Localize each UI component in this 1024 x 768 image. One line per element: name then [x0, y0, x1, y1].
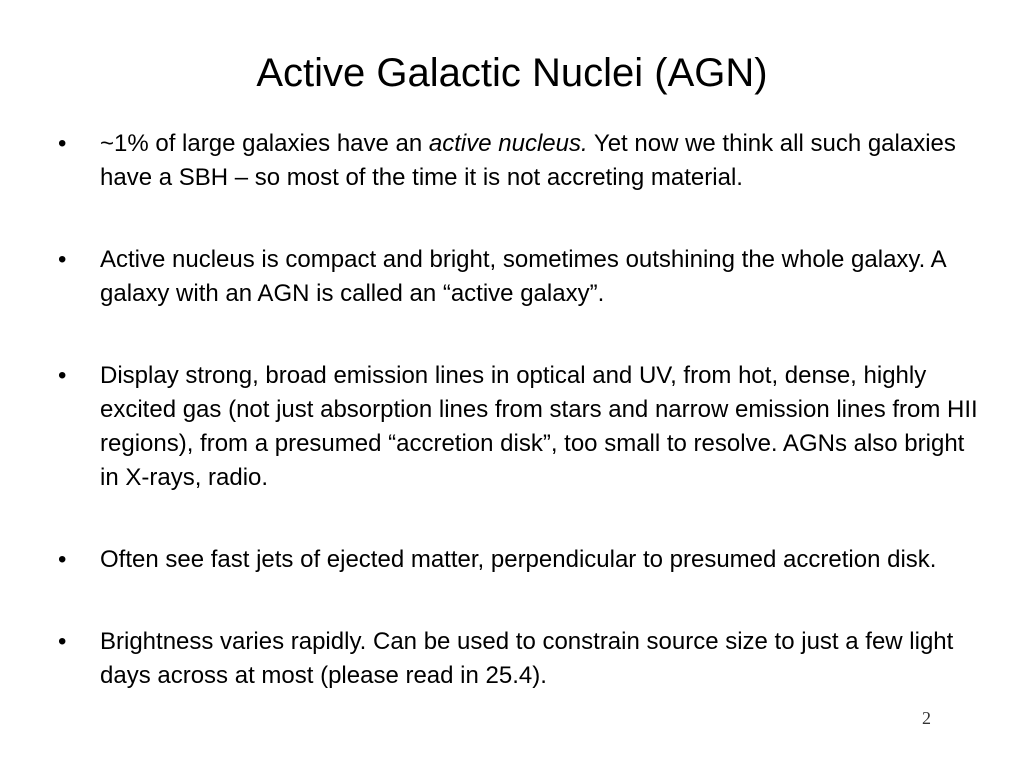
bullet-marker: •: [58, 362, 67, 389]
bullet-text-4: Often see fast jets of ejected matter, perpendicular to presumed accretion disk.: [100, 546, 937, 573]
bullet-marker: •: [58, 546, 67, 573]
bullet-item-5: [58, 625, 978, 693]
bullet-item-3: [58, 359, 978, 495]
bullet-text-5: Brightness varies rapidly. Can be used to constrain source size to just a few light days across at most (please read in 25.4).: [100, 628, 954, 689]
slide-title: Active Galactic Nuclei (AGN): [256, 51, 768, 95]
active-nucleus-emphasis: active nucleus.: [428, 130, 588, 157]
bullet-item-1: [58, 127, 978, 195]
bullet-text-1-before: ~1% of large galaxies have an: [100, 130, 429, 157]
bullet-text-3: Display strong, broad emission lines in optical and UV, from hot, dense, highly excited gas (not just absorption lines from stars and narrow emission lines from HII regions), from a presumed “accretion disk”, too small to resolve. AGNs also bright in X-rays, radio.: [100, 362, 978, 491]
bullet-item-4: [58, 543, 978, 577]
bullet-item-2: [58, 243, 978, 311]
bullet-text-1-after: Yet now we think all such galaxies have a SBH – so most of the time it is not accreting material.: [100, 130, 956, 191]
bullet-list: [58, 127, 978, 741]
bullet-marker: •: [58, 246, 67, 273]
page-number: 2: [922, 708, 931, 728]
bullet-marker: •: [58, 628, 67, 655]
bullet-text-2: Active nucleus is compact and bright, sometimes outshining the whole galaxy. A galaxy with an AGN is called an “active galaxy”.: [100, 246, 946, 307]
bullet-marker: •: [58, 130, 67, 157]
